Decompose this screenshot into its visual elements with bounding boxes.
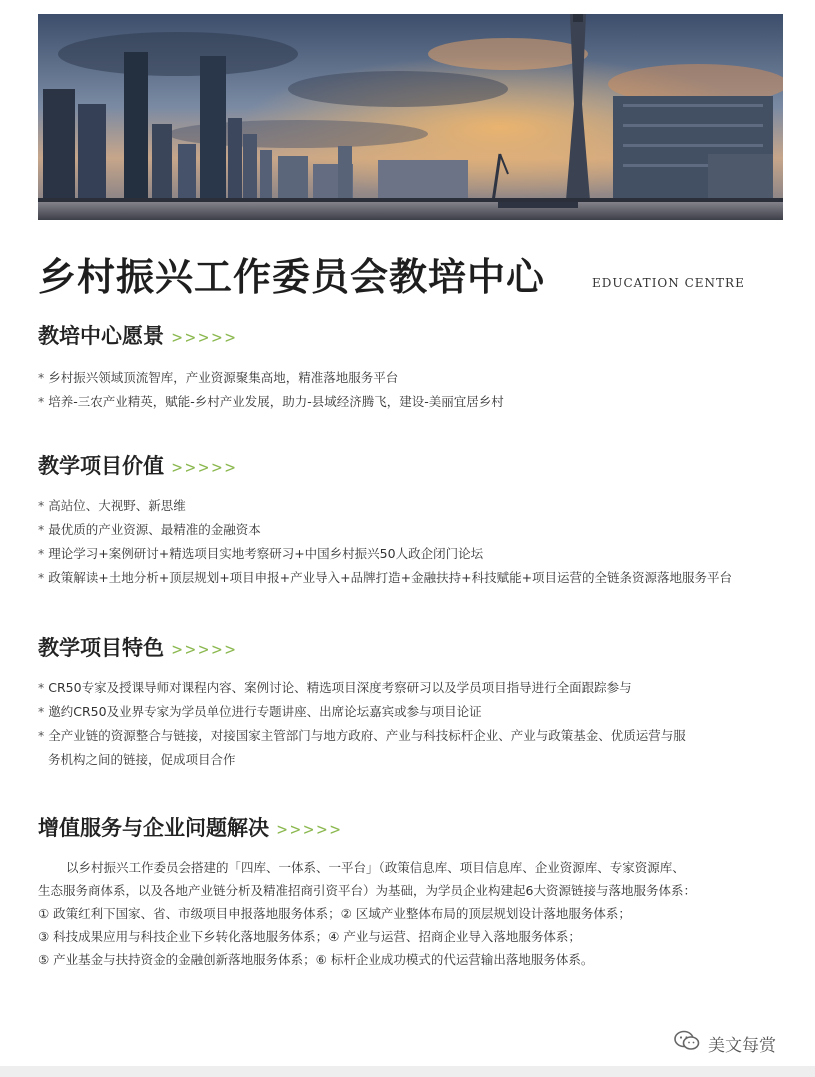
list-item (38, 724, 798, 772)
list-item (38, 676, 798, 700)
list-item (38, 542, 798, 566)
bullet-marker: * (38, 704, 45, 719)
list-item-text: 乡村振兴领域顶流智库，产业资源聚集高地，精准落地服务平台 (48, 370, 399, 385)
bullet-marker: * (38, 522, 45, 537)
watermark-text: 美文每赏 (708, 1035, 776, 1056)
bullet-marker: * (38, 570, 45, 585)
list-item (38, 366, 798, 390)
section-title: 教学项目价值 (38, 453, 164, 478)
section-features-list (38, 676, 798, 772)
page-title: 乡村振兴工作委员会教培中心 (38, 254, 546, 299)
watermark (674, 1030, 776, 1056)
list-item-text: 高站位、大视野、新思维 (48, 498, 186, 513)
section-value-header (38, 450, 238, 480)
list-item-text: 理论学习+案例研讨+精选项目实地考察研习+中国乡村振兴50人政企闭门论坛 (48, 546, 484, 561)
banner-image (38, 14, 783, 220)
paragraph-line: ③ 科技成果应用与科技企业下乡转化落地服务体系；④ 产业与运营、招商企业导入落地服务体系； (38, 929, 581, 944)
paragraph-line: 以乡村振兴工作委员会搭建的「四库、一体系、一平台」（政策信息库、项目信息库、企业资源库、专家资源库、 (66, 860, 685, 875)
bullet-marker: * (38, 680, 45, 695)
list-item-text: 最优质的产业资源、最精准的金融资本 (48, 522, 261, 537)
section-title: 增值服务与企业问题解决 (38, 815, 269, 840)
section-title: 教学项目特色 (38, 635, 164, 660)
bullet-marker: * (38, 546, 45, 561)
paragraph-line: ⑤ 产业基金与扶持资金的金融创新落地服务体系；⑥ 标杆企业成功模式的代运营输出落地服务体系。 (38, 952, 594, 967)
skyline-illustration (38, 14, 783, 220)
list-item-text: CR50专家及授课导师对课程内容、案例讨论、精选项目深度考察研习以及学员项目指导进行全面跟踪参与 (48, 680, 632, 695)
bullet-marker: * (38, 370, 45, 385)
section-title: 教培中心愿景 (38, 323, 164, 348)
section-vision-header (38, 320, 238, 350)
list-item (38, 566, 798, 590)
list-item-text: 全产业链的资源整合与链接，对接国家主管部门与地方政府、产业与科技标杆企业、产业与政策基金、优质运营与服 (48, 728, 686, 743)
list-item-text: 政策解读+土地分析+顶层规划+项目申报+产业导入+品牌打造+金融扶持+科技赋能+项目运营的全链条资源落地服务平台 (48, 570, 733, 585)
arrows-decoration: >>>>> (172, 458, 239, 478)
list-item (38, 518, 798, 542)
bullet-marker: * (38, 498, 45, 513)
bullet-marker: * (38, 728, 45, 743)
list-item-text-continued: 务机构之间的链接，促成项目合作 (48, 752, 236, 767)
arrows-decoration: >>>>> (172, 328, 239, 348)
list-item (38, 700, 798, 724)
arrows-decoration: >>>>> (172, 640, 239, 660)
section-value-list (38, 494, 798, 590)
list-item-text: 培养-三农产业精英，赋能-乡村产业发展，助力-县域经济腾飞，建设-美丽宜居乡村 (48, 394, 504, 409)
paragraph-line: 生态服务商体系，以及各地产业链分析及精准招商引资平台）为基础，为学员企业构建起6大资源链接与落地服务体系： (38, 883, 696, 898)
wechat-icon (674, 1030, 700, 1056)
list-item (38, 494, 798, 518)
section-vision-list (38, 366, 798, 414)
services-paragraph (38, 856, 788, 971)
list-item-text: 邀约CR50及业界专家为学员单位进行专题讲座、出席论坛嘉宾或参与项目论证 (48, 704, 482, 719)
paragraph-line: ① 政策红利下国家、省、市级项目申报落地服务体系；② 区域产业整体布局的顶层规划设计落地服务体系； (38, 906, 631, 921)
page-subtitle-en: EDUCATION CENTRE (592, 276, 745, 290)
section-services-header (38, 812, 343, 842)
arrows-decoration: >>>>> (277, 820, 344, 840)
bottom-divider (0, 1066, 815, 1077)
section-features-header (38, 632, 238, 662)
bullet-marker: * (38, 394, 45, 409)
list-item (38, 390, 798, 414)
